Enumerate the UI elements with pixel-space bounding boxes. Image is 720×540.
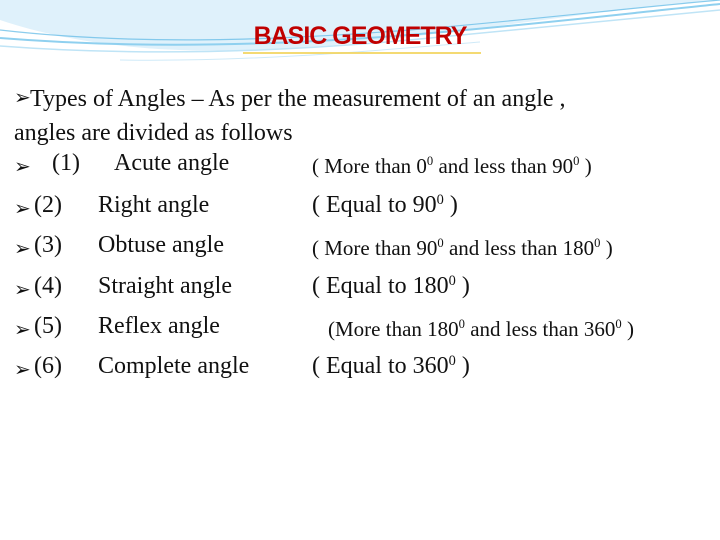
list-item (14, 232, 714, 266)
angle-name: Complete angle (98, 353, 250, 379)
intro-line-2: angles are divided as follows (14, 120, 293, 146)
list-item (14, 353, 714, 387)
angle-description: (More than $180^0$ and less than $360^0$ ) (328, 317, 634, 341)
angle-description: ( More than $0^0$ and less than $90^0$ ) (312, 154, 592, 178)
arrow-bullet-icon: ➢ (14, 317, 31, 341)
angle-name: Straight angle (98, 273, 232, 299)
angle-name: Acute angle (114, 150, 230, 176)
arrow-bullet-icon: ➢ (14, 357, 31, 381)
arrow-bullet-icon: ➢ (14, 196, 31, 220)
arrow-bullet-icon: ➢ (14, 154, 31, 178)
slide-title: BASIC GEOMETRY (253, 22, 467, 50)
arrow-bullet-icon: ➢ (14, 85, 31, 109)
intro-line-1: Types of Angles – As per the measurement of an angle , (30, 86, 566, 112)
item-number: (4) (34, 273, 62, 299)
intro-text (14, 80, 704, 150)
item-number: (1) (52, 150, 80, 176)
angle-name: Right angle (98, 192, 210, 218)
item-number: (2) (34, 192, 62, 218)
item-number: (5) (34, 313, 62, 339)
angle-name: Reflex angle (98, 313, 220, 339)
angle-description: ( Equal to $180^0$ ) (312, 273, 470, 299)
list-item (14, 313, 714, 347)
arrow-bullet-icon: ➢ (14, 277, 31, 301)
angle-description: ( Equal to $360^0$ ) (312, 353, 470, 379)
list-item (14, 192, 714, 226)
angle-description: ( Equal to $90^0$ ) (312, 192, 458, 218)
angle-name: Obtuse angle (98, 232, 224, 258)
item-number: (3) (34, 232, 62, 258)
title-highlight (243, 52, 481, 54)
item-number: (6) (34, 353, 62, 379)
arrow-bullet-icon: ➢ (14, 236, 31, 260)
angle-description: ( More than $90^0$ and less than $180^0$ ) (312, 236, 613, 260)
list-item (14, 150, 714, 184)
list-item (14, 273, 714, 307)
